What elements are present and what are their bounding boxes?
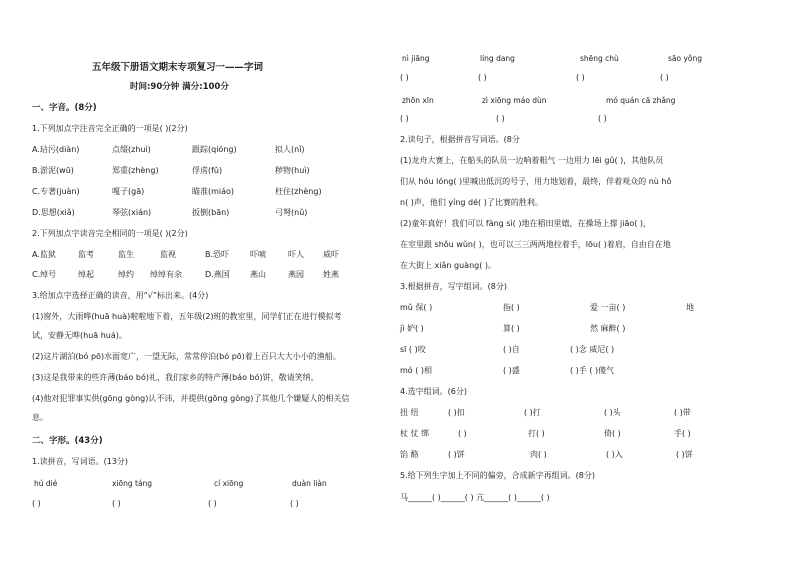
q1-option-b: B.淤泥(wū) [32, 166, 74, 175]
q2-opt-c-1: C.绰号 [32, 270, 57, 279]
pinyin-3: cí xiōng [214, 479, 244, 488]
r-q3-row-1-d: 地 [686, 303, 694, 312]
q2-opt-b-2: 吓唬 [250, 250, 266, 259]
r-q4-prompt: 4.选字组词。(6分) [400, 387, 467, 396]
r-q4-row-1-a: ( )扣 [448, 408, 465, 417]
r-pinyin-5: zhōn xīn [402, 96, 434, 105]
r-q4-row-1-chars: 扭 纽 [400, 408, 419, 417]
q1-prompt: 1.下列加点字注音完全正确的一项是( )(2分) [32, 124, 188, 133]
q1-option-d: D.思想(xiǎ) [32, 208, 75, 217]
q1-option-b-3: 俘虏(fǔ) [192, 166, 223, 175]
r-q2-line-5: 在室里跟 shǒu wǔn( )，也可以三三两两地拉着手，lōu( )着肩，自由自在地 [400, 240, 671, 249]
answer-box-4[interactable]: ( ) [290, 499, 299, 508]
r-pinyin-6: zì xiōng máo dùn [482, 96, 547, 105]
q1-option-a-4: 拟人(nǐ) [275, 145, 305, 154]
r-q5-line: 马______( )______( ) 亢______( )______( ) [400, 493, 550, 502]
r-q3-prompt: 3.根据拼音，写字组词。(8分) [400, 282, 507, 291]
r-pinyin-3: shēng chù [580, 54, 619, 63]
q2-opt-d-4: 姓燕 [323, 270, 339, 279]
r-q3-row-4-a: mó ( )相 [400, 366, 433, 375]
r-q2-line-6: 在大街上 xiǎn guàng( )。 [400, 261, 496, 270]
pinyin-2: xiōng táng [112, 479, 153, 488]
q1-option-d-2: 琴弦(xián) [112, 208, 152, 217]
answer-box-2[interactable]: ( ) [112, 499, 121, 508]
r-answer-box-7[interactable]: ( ) [598, 114, 607, 123]
r-q4-row-1-c: ( )头 [604, 408, 621, 417]
q1-option-c-3: 瞄准(miáo) [192, 187, 235, 196]
q3-line-1: (1)窗外，大雨哗(huā huà)啦啦地下着，五年级(2)班的教室里，同学们正在进行模拟考 [32, 312, 342, 321]
r-answer-box-6[interactable]: ( ) [496, 114, 505, 123]
r-pinyin-2: líng dang [480, 54, 515, 63]
r-answer-box-2[interactable]: ( ) [478, 73, 487, 82]
q2-opt-d-2: 燕山 [250, 270, 266, 279]
q2-opt-c-2: 绰起 [78, 270, 94, 279]
q3-line-2: 试，安静无哗(huā huá)。 [32, 331, 127, 340]
r-q4-row-2-d: 手( ) [674, 429, 691, 438]
page-title: 五年级下册语文期末专项复习一——字词 [92, 62, 264, 73]
q2-opt-a-4: 监视 [160, 250, 176, 259]
r-q4-row-3-c: ( )入 [606, 450, 623, 459]
r-q4-row-3-b: 肉( ) [530, 450, 547, 459]
q2-opt-a-1: A.监狱 [32, 250, 56, 259]
exam-meta: 时间:90分钟 满分:100分 [130, 82, 229, 92]
r-q3-row-3-a: sī ( )咬 [400, 345, 426, 354]
r-q4-row-3-d: ( )饼 [676, 450, 693, 459]
q1-option-d-3: 扳倒(bān) [192, 208, 230, 217]
q3-prompt: 3.给加点字选择正确的读音，用“√”标出来。(4分) [32, 291, 209, 300]
q1-option-b-4: 秽物(huì) [275, 166, 310, 175]
q1-option-c-4: 枉住(zhèng) [275, 187, 322, 196]
r-answer-box-1[interactable]: ( ) [400, 73, 409, 82]
q1-option-a-2: 点缀(zhuì) [112, 145, 151, 154]
r-q4-row-1-d: ( )带 [674, 408, 691, 417]
r-q4-row-3-a: ( )饼 [448, 450, 465, 459]
pinyin-4: duàn liàn [292, 479, 327, 488]
q2-opt-b-4: 威吓 [323, 250, 339, 259]
r-pinyin-4: sāo yǒng [668, 54, 703, 63]
r-q3-row-2-a: jì 妒( ) [400, 324, 424, 333]
section-2-heading: 二、字形。(43分) [32, 436, 103, 446]
r-answer-box-5[interactable]: ( ) [400, 114, 409, 123]
r-q4-row-2-chars: 杖 仗 绑 [400, 429, 430, 438]
q2-prompt: 2.下列加点字读音完全相同的一项是( )(2分) [32, 229, 188, 238]
section-1-heading: 一、字音。(8分) [32, 103, 97, 113]
q1-option-a-3: 跟踪(qióng) [192, 145, 237, 154]
q3-line-3: (2)这片湖泊(bó pō)水面宽广，一望无际，常常停泊(bó pō)着上百只大大小小的渔船。 [32, 352, 341, 361]
q1-option-c: C.专著(juàn) [32, 187, 80, 196]
r-q3-row-2-c: 然 麻醉( ) [590, 324, 626, 333]
r-q3-row-1-a: mǔ 保( ) [400, 303, 433, 312]
q1-option-a: A.玷污(diàn) [32, 145, 80, 154]
q2-opt-a-2: 监考 [78, 250, 94, 259]
r-q2-line-3: n( )声，他们 yíng dé( )了比赛的胜利。 [400, 198, 543, 207]
answer-box-3[interactable]: ( ) [208, 499, 217, 508]
q2-opt-a-3: 监生 [118, 250, 134, 259]
r-q3-row-2-b: 算( ) [503, 324, 520, 333]
r-q2-line-2: 们从 hóu lóng( )里喊出低沉的号子，用力地划着，最终，伴着观众的 nù hǒ [400, 177, 672, 186]
r-q5-prompt: 5.给下列生字加上不同的偏旁，合成新字再组词。(8分) [400, 471, 595, 480]
r-answer-box-3[interactable]: ( ) [576, 73, 585, 82]
q1-option-c-2: 嘎子(gā) [112, 187, 145, 196]
r-q3-row-3-b: ( )自 [503, 345, 520, 354]
q3-line-4: (3)这是我带来的些许薄(báo bó)礼，我们家乡的特产薄(báo bó)饼，敬请笑纳。 [32, 373, 319, 382]
r-q3-row-4-c: ( )手 ( )傻气 [570, 366, 615, 375]
q1-option-d-4: 弓弩(nǔ) [275, 208, 308, 217]
q2-opt-c-4: 绰绰有余 [150, 270, 182, 279]
q1-option-b-2: 郑重(zhèng) [112, 166, 159, 175]
r-q3-row-1-c: 爱 一亩( ) [590, 303, 626, 312]
r-pinyin-1: nì jiāng [402, 54, 430, 63]
r-q3-row-3-c: ( )念 威尼( ) [570, 345, 615, 354]
pinyin-1: hú dié [34, 479, 58, 488]
r-q4-row-3-chars: 馅 酪 [400, 450, 419, 459]
answer-box-1[interactable]: ( ) [32, 499, 41, 508]
q2-opt-b-1: B.恐吓 [205, 250, 230, 259]
q3-line-6: 息。 [32, 413, 48, 422]
r-q4-row-2-b: 打( ) [528, 429, 545, 438]
q3-line-5: (4)他对犯罪事实供(gōng gòng)认不讳，并提供(gōng gòng)了其他几个嫌疑人的相关信 [32, 394, 350, 403]
r-pinyin-7: mó quán cā zhǎng [606, 96, 676, 105]
q2-opt-d-1: D.燕国 [205, 270, 230, 279]
r-q4-row-2-a: ( ) [458, 429, 467, 438]
r-q4-row-2-c: 倚( ) [604, 429, 621, 438]
r-q2-line-1: (1)龙舟大赛上，在船头的队员一边响着粗气 一边用力 lēi gǔ( )，其他队员 [400, 156, 664, 165]
r-q4-row-1-b: ( )打 [524, 408, 541, 417]
r-q2-prompt: 2.读句子，根据拼音写词语。(8分 [400, 135, 520, 144]
q2-opt-b-3: 吓人 [288, 250, 304, 259]
r-q3-row-1-b: 指( ) [503, 303, 520, 312]
q2-opt-c-3: 绰约 [118, 270, 134, 279]
q2-opt-d-3: 燕园 [288, 270, 304, 279]
r-answer-box-4[interactable]: ( ) [660, 73, 669, 82]
r-q3-row-4-b: ( )盛 [503, 366, 520, 375]
q4-prompt: 1.读拼音，写词语。(13分) [32, 457, 129, 466]
r-q2-line-4: (2)童年真好！我们可以 fàng sì( )地在稻田里嬉，在操场上撑 jiāo( )， [400, 219, 652, 228]
